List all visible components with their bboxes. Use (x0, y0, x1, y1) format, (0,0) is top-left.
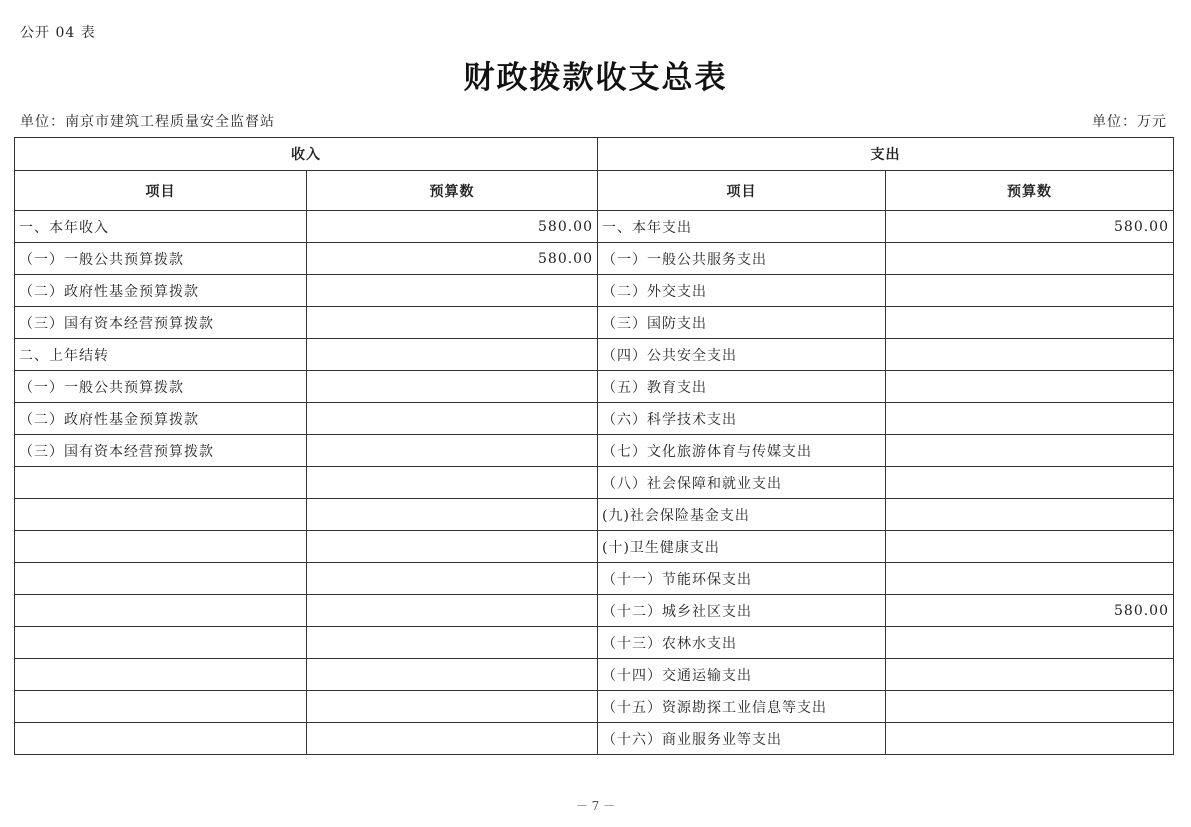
expense-amount-cell (886, 435, 1174, 467)
expense-item-cell: （十一）节能环保支出 (598, 563, 886, 595)
expense-amount-cell (886, 275, 1174, 307)
income-amount-cell (307, 531, 598, 563)
expense-item-cell: （十三）农林水支出 (598, 627, 886, 659)
expense-amount-cell (886, 531, 1174, 563)
income-item-column-header: 项目 (15, 171, 307, 211)
table-row (15, 723, 1174, 755)
expense-item-cell: （一）一般公共服务支出 (598, 243, 886, 275)
table-row (15, 563, 1174, 595)
table-row (15, 467, 1174, 499)
budget-table (14, 137, 1174, 755)
income-amount-cell (307, 275, 598, 307)
expense-amount-cell (886, 499, 1174, 531)
income-item-cell: 一、本年收入 (15, 211, 307, 243)
table-row (15, 307, 1174, 339)
expense-amount-cell (886, 339, 1174, 371)
income-item-cell (15, 563, 307, 595)
expense-amount-cell (886, 467, 1174, 499)
expense-amount-cell (886, 723, 1174, 755)
income-item-cell: （二）政府性基金预算拨款 (15, 403, 307, 435)
table-row (15, 499, 1174, 531)
income-amount-cell (307, 467, 598, 499)
expense-item-cell: (九)社会保险基金支出 (598, 499, 886, 531)
expense-amount-cell (886, 371, 1174, 403)
table-row (15, 275, 1174, 307)
income-amount-cell (307, 403, 598, 435)
income-item-cell (15, 531, 307, 563)
income-item-cell: （一）一般公共预算拨款 (15, 243, 307, 275)
income-amount-cell (307, 723, 598, 755)
income-amount-cell: 580.00 (307, 243, 598, 275)
income-amount-cell (307, 435, 598, 467)
expense-amount-cell (886, 691, 1174, 723)
expense-amount-cell (886, 627, 1174, 659)
expense-amount-cell (886, 307, 1174, 339)
income-amount-cell (307, 627, 598, 659)
expense-item-cell: （十二）城乡社区支出 (598, 595, 886, 627)
income-item-cell: （一）一般公共预算拨款 (15, 371, 307, 403)
expense-amount-cell (886, 243, 1174, 275)
currency-unit: 单位：万元 (1092, 114, 1167, 130)
income-amount-cell (307, 691, 598, 723)
expense-item-cell: （四）公共安全支出 (598, 339, 886, 371)
expense-item-cell: (十)卫生健康支出 (598, 531, 886, 563)
expense-amount-cell: 580.00 (886, 211, 1174, 243)
table-row (15, 691, 1174, 723)
form-code: 公开 04 表 (20, 25, 96, 41)
table-row (15, 595, 1174, 627)
expense-item-cell: （十五）资源勘探工业信息等支出 (598, 691, 886, 723)
table-row (15, 243, 1174, 275)
income-item-cell (15, 467, 307, 499)
income-budget-column-header: 预算数 (307, 171, 598, 211)
expense-amount-cell: 580.00 (886, 595, 1174, 627)
income-amount-cell (307, 659, 598, 691)
table-row (15, 339, 1174, 371)
column-header-row (15, 171, 1174, 211)
expense-amount-cell (886, 403, 1174, 435)
expense-amount-cell (886, 563, 1174, 595)
expense-item-cell: （十六）商业服务业等支出 (598, 723, 886, 755)
income-item-cell: （二）政府性基金预算拨款 (15, 275, 307, 307)
income-amount-cell (307, 563, 598, 595)
expense-item-cell: （八）社会保障和就业支出 (598, 467, 886, 499)
table-row (15, 211, 1174, 243)
income-item-cell (15, 499, 307, 531)
income-amount-cell (307, 339, 598, 371)
income-amount-cell (307, 499, 598, 531)
income-item-cell (15, 691, 307, 723)
expense-item-cell: （十四）交通运输支出 (598, 659, 886, 691)
income-amount-cell (307, 371, 598, 403)
expense-budget-column-header: 预算数 (886, 171, 1174, 211)
income-item-cell (15, 595, 307, 627)
expense-item-cell: 一、本年支出 (598, 211, 886, 243)
expense-amount-cell (886, 659, 1174, 691)
income-item-cell (15, 627, 307, 659)
page-number: － 7 － (575, 799, 616, 813)
table-row (15, 627, 1174, 659)
income-amount-cell (307, 595, 598, 627)
income-item-cell: （三）国有资本经营预算拨款 (15, 435, 307, 467)
page-title: 财政拨款收支总表 (463, 60, 728, 96)
table-row (15, 403, 1174, 435)
expense-item-cell: （六）科学技术支出 (598, 403, 886, 435)
section-header-row (15, 138, 1174, 171)
table-row (15, 531, 1174, 563)
income-item-cell (15, 659, 307, 691)
table-row (15, 435, 1174, 467)
expense-item-column-header: 项目 (598, 171, 886, 211)
income-item-cell (15, 723, 307, 755)
organization-unit: 单位：南京市建筑工程质量安全监督站 (20, 114, 275, 130)
income-item-cell: 二、上年结转 (15, 339, 307, 371)
expense-section-header: 支出 (598, 138, 1174, 171)
expense-item-cell: （五）教育支出 (598, 371, 886, 403)
income-item-cell: （三）国有资本经营预算拨款 (15, 307, 307, 339)
table-row (15, 659, 1174, 691)
table-row (15, 371, 1174, 403)
income-section-header: 收入 (15, 138, 598, 171)
income-amount-cell: 580.00 (307, 211, 598, 243)
expense-item-cell: （三）国防支出 (598, 307, 886, 339)
income-amount-cell (307, 307, 598, 339)
expense-item-cell: （二）外交支出 (598, 275, 886, 307)
expense-item-cell: （七）文化旅游体育与传媒支出 (598, 435, 886, 467)
